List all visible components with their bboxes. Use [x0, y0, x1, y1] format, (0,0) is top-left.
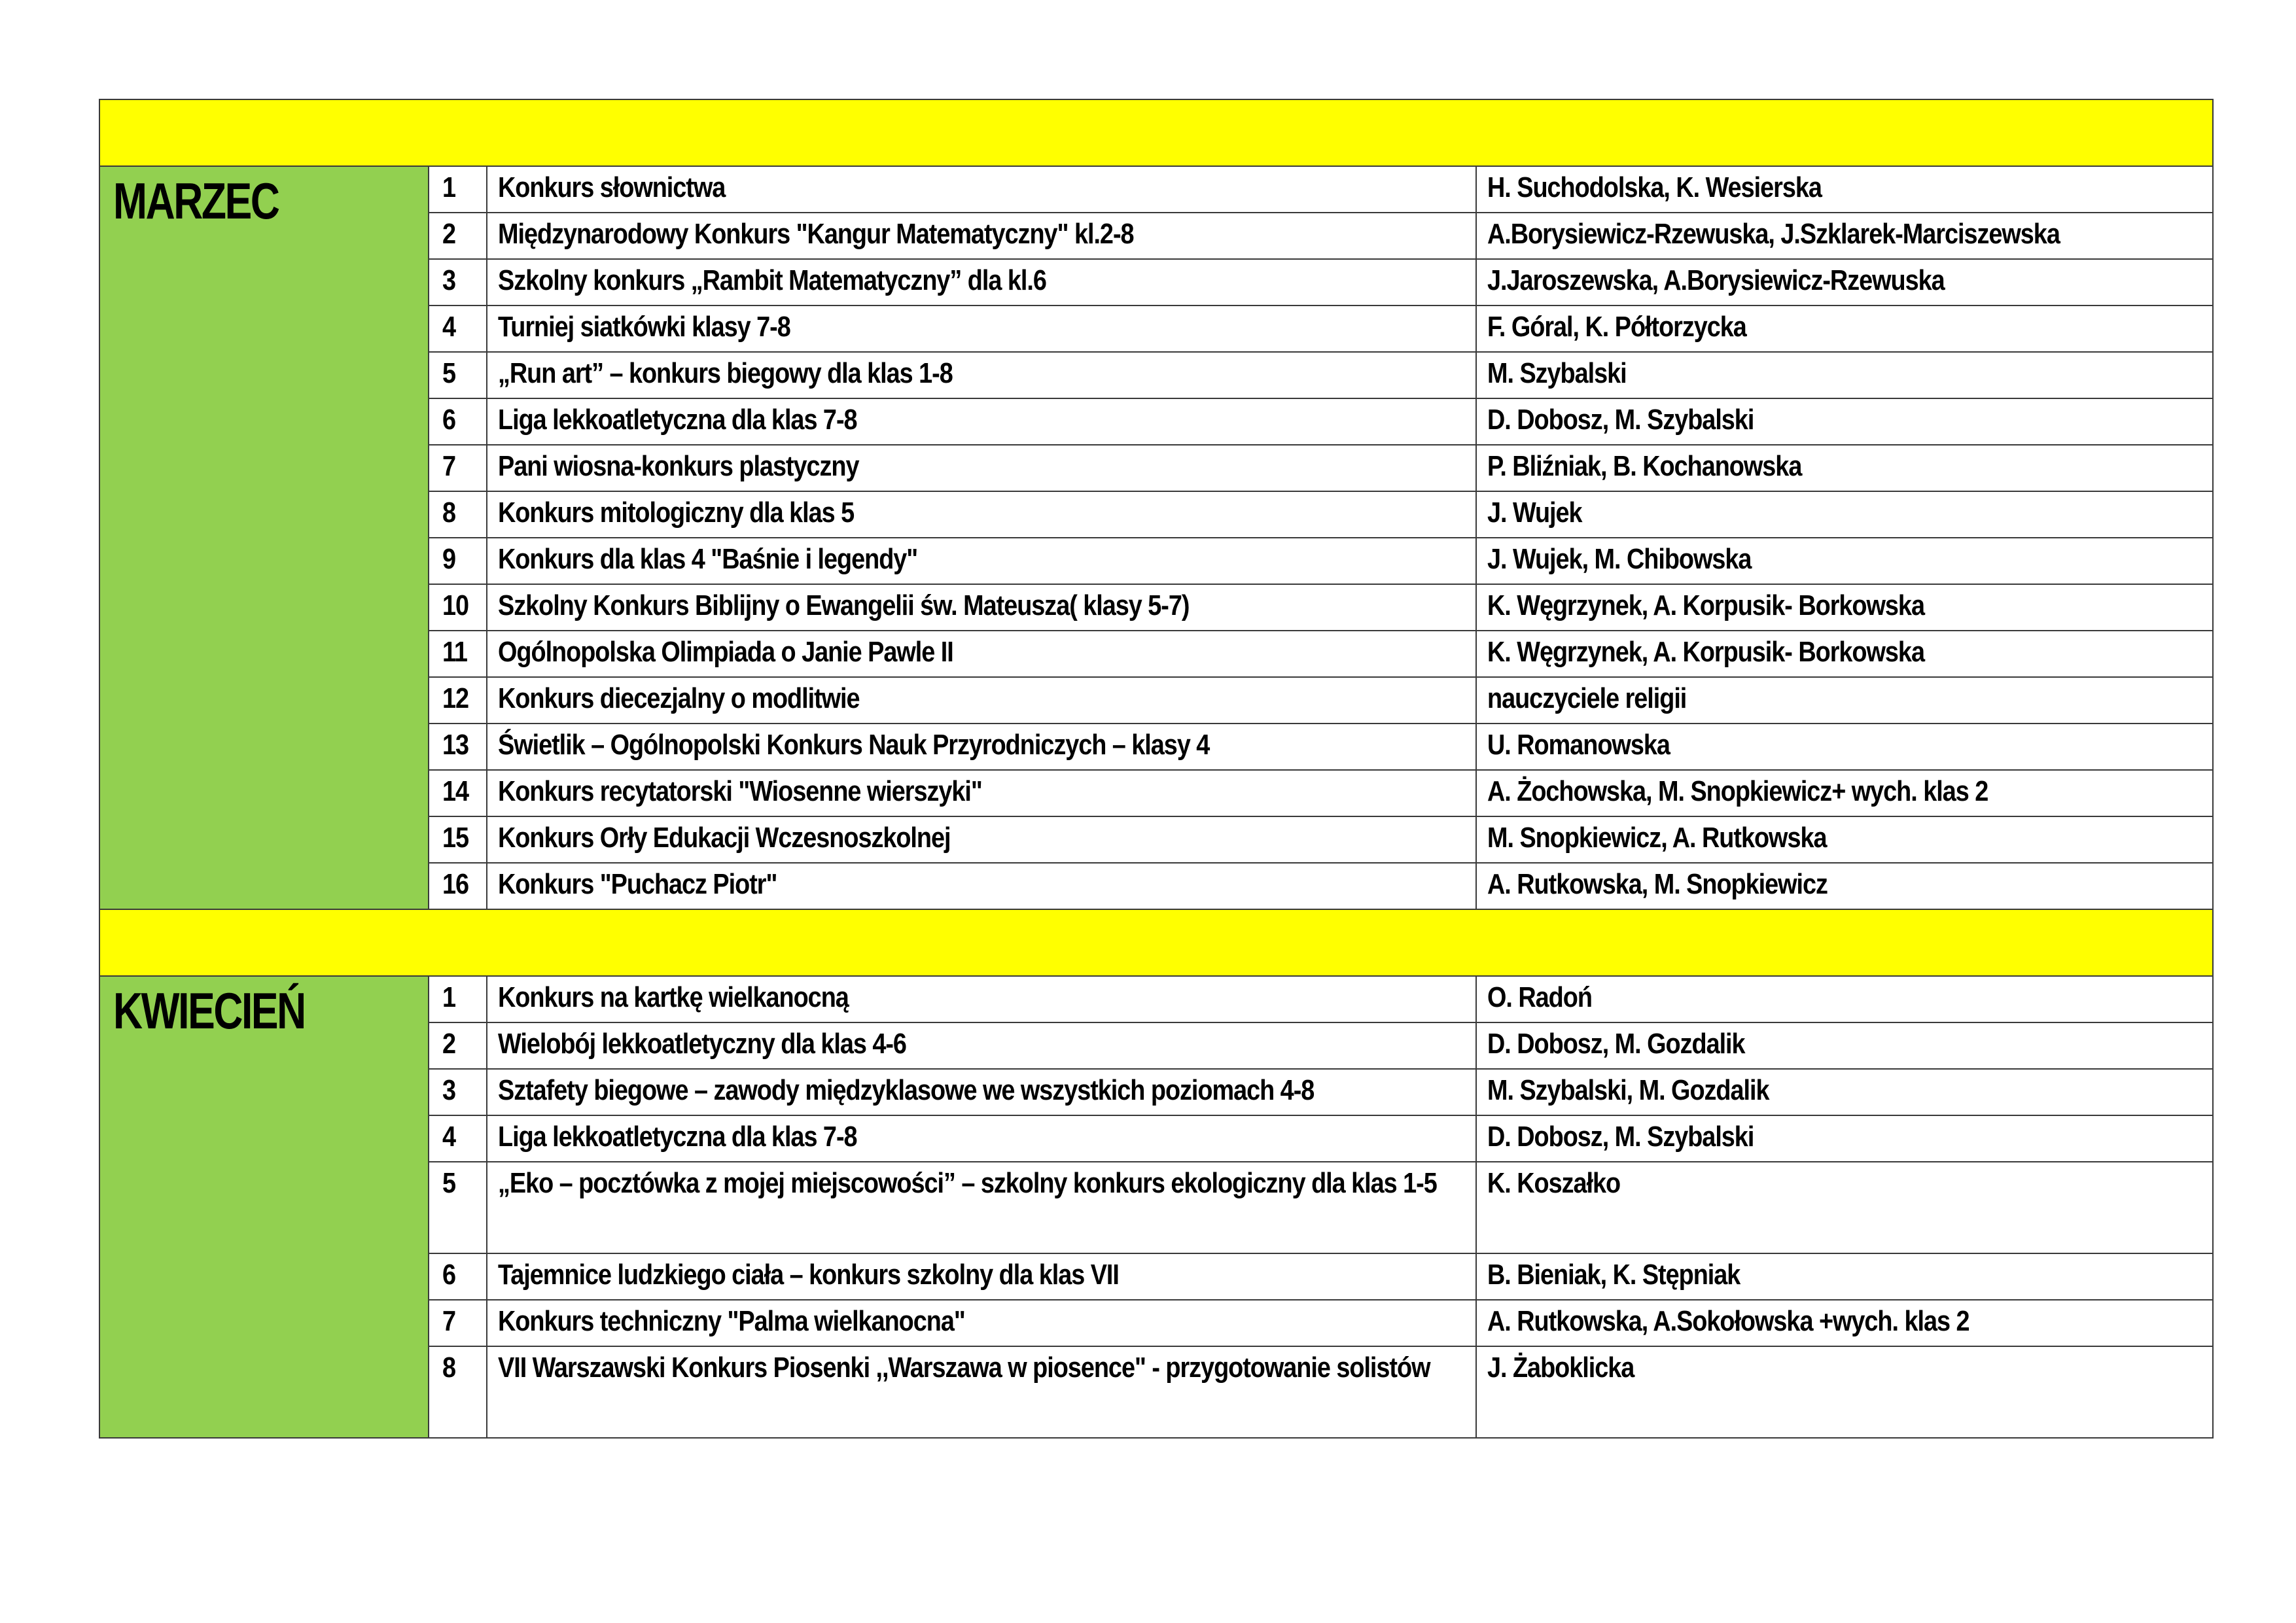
- event-name-cell: [487, 584, 1476, 631]
- responsible-persons: J. Wujek: [1487, 497, 1582, 529]
- row-number: 2: [442, 1028, 456, 1060]
- contest-schedule-table: [99, 99, 2214, 1439]
- row-number-cell: [429, 724, 487, 770]
- row-number-cell: [429, 538, 487, 584]
- table-row: [99, 166, 2213, 213]
- row-number: 8: [442, 497, 456, 529]
- event-name-cell: [487, 491, 1476, 538]
- row-number-cell: [429, 677, 487, 724]
- event-name: Wielobój lekkoatletyczny dla klas 4-6: [498, 1028, 906, 1060]
- event-name-cell: [487, 445, 1476, 491]
- row-number-cell: [429, 1022, 487, 1069]
- event-name-cell: [487, 724, 1476, 770]
- responsible-persons: D. Dobosz, M. Gozdalik: [1487, 1028, 1745, 1060]
- event-name: Konkurs diecezjalny o modlitwie: [498, 682, 860, 714]
- row-number: 16: [442, 868, 469, 900]
- event-name-cell: [487, 816, 1476, 863]
- event-name-cell: [487, 213, 1476, 259]
- section-separator-cell: [99, 909, 2213, 976]
- row-number-cell: [429, 1069, 487, 1115]
- row-number-cell: [429, 1115, 487, 1162]
- month-label: KWIECIEŃ: [113, 982, 305, 1039]
- month-cell: [99, 166, 429, 909]
- responsible-persons-cell: [1476, 166, 2213, 213]
- row-number: 13: [442, 729, 469, 761]
- responsible-persons: J. Wujek, M. Chibowska: [1487, 543, 1752, 575]
- row-number: 14: [442, 775, 469, 807]
- row-number: 10: [442, 589, 469, 621]
- row-number: 5: [442, 357, 456, 389]
- event-name-cell: [487, 1253, 1476, 1300]
- table-row: [99, 976, 2213, 1022]
- row-number: 1: [442, 981, 456, 1013]
- responsible-persons-cell: [1476, 631, 2213, 677]
- event-name: Konkurs "Puchacz Piotr": [498, 868, 777, 900]
- row-number: 12: [442, 682, 469, 714]
- event-name: Ogólnopolska Olimpiada o Janie Pawle II: [498, 636, 953, 668]
- event-name: Międzynarodowy Konkurs "Kangur Matematyczny" kl.2-8: [498, 218, 1134, 250]
- row-number-cell: [429, 1253, 487, 1300]
- event-name-cell: [487, 166, 1476, 213]
- event-name: Liga lekkoatletyczna dla klas 7-8: [498, 404, 857, 436]
- row-number: 5: [442, 1167, 456, 1199]
- event-name: Tajemnice ludzkiego ciała – konkurs szkolny dla klas VII: [498, 1259, 1119, 1291]
- event-name: Sztafety biegowe – zawody międzyklasowe we wszystkich poziomach 4-8: [498, 1074, 1315, 1106]
- event-name-cell: [487, 631, 1476, 677]
- event-name-cell: [487, 398, 1476, 445]
- responsible-persons: A. Rutkowska, M. Snopkiewicz: [1487, 868, 1828, 900]
- row-number-cell: [429, 445, 487, 491]
- event-name-cell: [487, 677, 1476, 724]
- event-name: Konkurs dla klas 4 "Baśnie i legendy": [498, 543, 918, 575]
- row-number: 6: [442, 1259, 456, 1291]
- event-name-cell: [487, 1069, 1476, 1115]
- row-number: 1: [442, 171, 456, 203]
- event-name: Turniej siatkówki klasy 7-8: [498, 311, 790, 343]
- event-name: Konkurs Orły Edukacji Wczesnoszkolnej: [498, 822, 951, 854]
- row-number: 6: [442, 404, 456, 436]
- responsible-persons-cell: [1476, 724, 2213, 770]
- responsible-persons: F. Góral, K. Półtorzycka: [1487, 311, 1746, 343]
- responsible-persons: K. Koszałko: [1487, 1167, 1621, 1199]
- responsible-persons-cell: [1476, 398, 2213, 445]
- row-number: 8: [442, 1352, 456, 1384]
- event-name: Szkolny konkurs „Rambit Matematyczny” dla kl.6: [498, 264, 1046, 296]
- responsible-persons: B. Bieniak, K. Stępniak: [1487, 1259, 1740, 1291]
- event-name-cell: [487, 538, 1476, 584]
- row-number-cell: [429, 631, 487, 677]
- row-number: 4: [442, 1121, 456, 1153]
- responsible-persons: M. Szybalski: [1487, 357, 1627, 389]
- section-separator-cell: [99, 99, 2213, 166]
- event-name-cell: [487, 770, 1476, 816]
- responsible-persons-cell: [1476, 259, 2213, 305]
- event-name: „Run art” – konkurs biegowy dla klas 1-8: [498, 357, 953, 389]
- responsible-persons-cell: [1476, 677, 2213, 724]
- responsible-persons: U. Romanowska: [1487, 729, 1670, 761]
- responsible-persons-cell: [1476, 445, 2213, 491]
- event-name: Liga lekkoatletyczna dla klas 7-8: [498, 1121, 857, 1153]
- event-name: Konkurs mitologiczny dla klas 5: [498, 497, 855, 529]
- row-number-cell: [429, 1162, 487, 1253]
- responsible-persons-cell: [1476, 213, 2213, 259]
- row-number-cell: [429, 770, 487, 816]
- responsible-persons-cell: [1476, 770, 2213, 816]
- row-number-cell: [429, 816, 487, 863]
- row-number: 4: [442, 311, 456, 343]
- row-number-cell: [429, 213, 487, 259]
- row-number-cell: [429, 305, 487, 352]
- responsible-persons-cell: [1476, 1022, 2213, 1069]
- row-number-cell: [429, 491, 487, 538]
- responsible-persons: A.Borysiewicz-Rzewuska, J.Szklarek-Marciszewska: [1487, 218, 2060, 250]
- responsible-persons-cell: [1476, 1162, 2213, 1253]
- month-label: MARZEC: [113, 172, 279, 230]
- event-name: Szkolny Konkurs Biblijny o Ewangelii św. Mateusza( klasy 5-7): [498, 589, 1190, 621]
- responsible-persons: J. Żaboklicka: [1487, 1352, 1634, 1384]
- event-name-cell: [487, 352, 1476, 398]
- event-name-cell: [487, 305, 1476, 352]
- responsible-persons-cell: [1476, 1300, 2213, 1346]
- row-number-cell: [429, 1346, 487, 1438]
- responsible-persons: D. Dobosz, M. Szybalski: [1487, 1121, 1754, 1153]
- row-number-cell: [429, 259, 487, 305]
- row-number: 2: [442, 218, 456, 250]
- responsible-persons: H. Suchodolska, K. Wesierska: [1487, 171, 1822, 203]
- responsible-persons: M. Szybalski, M. Gozdalik: [1487, 1074, 1769, 1106]
- event-name: Konkurs na kartkę wielkanocną: [498, 981, 849, 1013]
- responsible-persons: O. Radoń: [1487, 981, 1592, 1013]
- row-number-cell: [429, 398, 487, 445]
- month-cell: [99, 976, 429, 1438]
- row-number-cell: [429, 584, 487, 631]
- event-name: Konkurs recytatorski "Wiosenne wierszyki": [498, 775, 982, 807]
- responsible-persons-cell: [1476, 538, 2213, 584]
- row-number: 7: [442, 1305, 456, 1337]
- row-number-cell: [429, 1300, 487, 1346]
- row-number-cell: [429, 352, 487, 398]
- event-name-cell: [487, 1022, 1476, 1069]
- section-separator-row: [99, 909, 2213, 976]
- responsible-persons-cell: [1476, 491, 2213, 538]
- row-number: 7: [442, 450, 456, 482]
- responsible-persons-cell: [1476, 1115, 2213, 1162]
- event-name-cell: [487, 976, 1476, 1022]
- row-number-cell: [429, 166, 487, 213]
- row-number-cell: [429, 976, 487, 1022]
- responsible-persons: K. Węgrzynek, A. Korpusik- Borkowska: [1487, 589, 1924, 621]
- row-number: 3: [442, 264, 456, 296]
- event-name-cell: [487, 1115, 1476, 1162]
- responsible-persons: M. Snopkiewicz, A. Rutkowska: [1487, 822, 1827, 854]
- event-name-cell: [487, 1346, 1476, 1438]
- responsible-persons: K. Węgrzynek, A. Korpusik- Borkowska: [1487, 636, 1924, 668]
- responsible-persons: nauczyciele religii: [1487, 682, 1687, 714]
- responsible-persons-cell: [1476, 584, 2213, 631]
- responsible-persons: D. Dobosz, M. Szybalski: [1487, 404, 1754, 436]
- event-name-cell: [487, 863, 1476, 909]
- event-name: VII Warszawski Konkurs Piosenki ,,Warszawa w piosence" - przygotowanie solistów: [498, 1352, 1430, 1384]
- row-number: 3: [442, 1074, 456, 1106]
- event-name-cell: [487, 1300, 1476, 1346]
- row-number: 15: [442, 822, 469, 854]
- responsible-persons-cell: [1476, 1346, 2213, 1438]
- event-name: Konkurs słownictwa: [498, 171, 726, 203]
- responsible-persons: J.Jaroszewska, A.Borysiewicz-Rzewuska: [1487, 264, 1945, 296]
- responsible-persons-cell: [1476, 976, 2213, 1022]
- responsible-persons-cell: [1476, 863, 2213, 909]
- section-separator-row: [99, 99, 2213, 166]
- responsible-persons-cell: [1476, 1069, 2213, 1115]
- event-name-cell: [487, 1162, 1476, 1253]
- responsible-persons-cell: [1476, 816, 2213, 863]
- responsible-persons: A. Rutkowska, A.Sokołowska +wych. klas 2: [1487, 1305, 1969, 1337]
- event-name-cell: [487, 259, 1476, 305]
- responsible-persons-cell: [1476, 352, 2213, 398]
- row-number: 9: [442, 543, 456, 575]
- responsible-persons-cell: [1476, 305, 2213, 352]
- responsible-persons: P. Bliźniak, B. Kochanowska: [1487, 450, 1802, 482]
- schedule-body: [99, 99, 2213, 1438]
- row-number-cell: [429, 863, 487, 909]
- event-name: „Eko – pocztówka z mojej miejscowości” – szkolny konkurs ekologiczny dla klas 1-5: [498, 1167, 1437, 1199]
- event-name: Pani wiosna-konkurs plastyczny: [498, 450, 859, 482]
- responsible-persons: A. Żochowska, M. Snopkiewicz+ wych. klas 2: [1487, 775, 1988, 807]
- event-name: Konkurs techniczny "Palma wielkanocna": [498, 1305, 965, 1337]
- event-name: Świetlik – Ogólnopolski Konkurs Nauk Przyrodniczych – klasy 4: [498, 729, 1210, 761]
- row-number: 11: [442, 636, 467, 668]
- responsible-persons-cell: [1476, 1253, 2213, 1300]
